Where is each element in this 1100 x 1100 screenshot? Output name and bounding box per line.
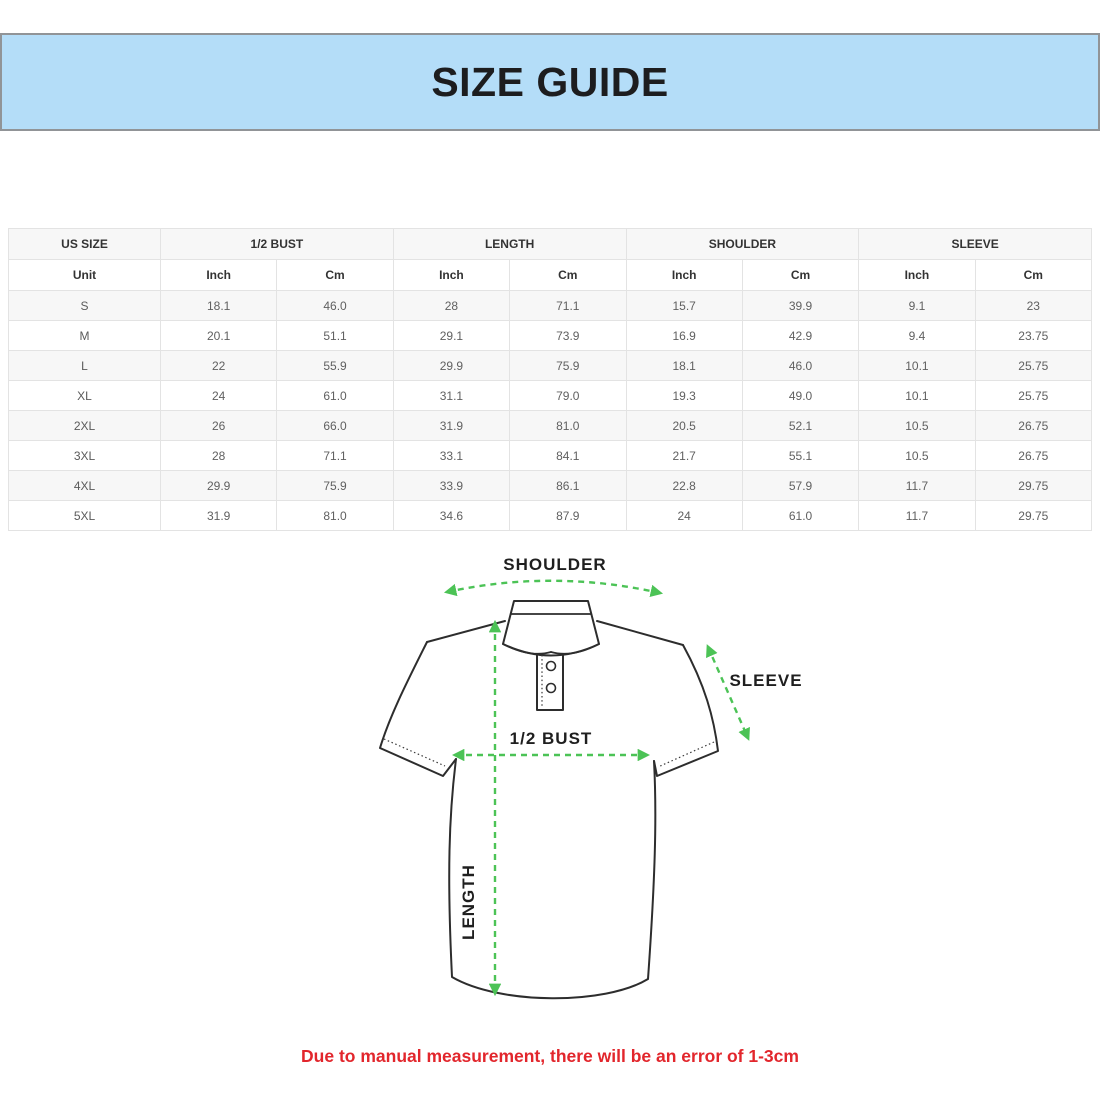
table-cell: 18.1 bbox=[626, 351, 742, 381]
table-cell: 46.0 bbox=[742, 351, 858, 381]
table-cell: 20.1 bbox=[161, 321, 277, 351]
table-cell: 15.7 bbox=[626, 291, 742, 321]
table-cell: 52.1 bbox=[742, 411, 858, 441]
size-cell: XL bbox=[9, 381, 161, 411]
col-header-shoulder: SHOULDER bbox=[626, 229, 859, 260]
table-row-s bbox=[9, 291, 1092, 321]
table-row-xl bbox=[9, 381, 1092, 411]
table-cell: 28 bbox=[393, 291, 509, 321]
unit-cell: Inch bbox=[859, 260, 975, 291]
table-cell: 66.0 bbox=[277, 411, 393, 441]
size-guide-banner bbox=[0, 33, 1100, 131]
table-cell: 28 bbox=[161, 441, 277, 471]
table-cell: 11.7 bbox=[859, 501, 975, 531]
table-cell: 71.1 bbox=[510, 291, 626, 321]
table-cell: 29.9 bbox=[161, 471, 277, 501]
col-header-us-size: US SIZE bbox=[9, 229, 161, 260]
table-cell: 49.0 bbox=[742, 381, 858, 411]
table-cell: 81.0 bbox=[277, 501, 393, 531]
size-cell: L bbox=[9, 351, 161, 381]
table-cell: 31.9 bbox=[161, 501, 277, 531]
table-cell: 46.0 bbox=[277, 291, 393, 321]
size-cell: 2XL bbox=[9, 411, 161, 441]
table-cell: 31.9 bbox=[393, 411, 509, 441]
table-cell: 86.1 bbox=[510, 471, 626, 501]
size-cell: 5XL bbox=[9, 501, 161, 531]
table-cell: 42.9 bbox=[742, 321, 858, 351]
table-cell: 71.1 bbox=[277, 441, 393, 471]
size-cell: M bbox=[9, 321, 161, 351]
table-cell: 34.6 bbox=[393, 501, 509, 531]
table-cell: 24 bbox=[161, 381, 277, 411]
unit-cell: Cm bbox=[742, 260, 858, 291]
table-cell: 22 bbox=[161, 351, 277, 381]
table-cell: 87.9 bbox=[510, 501, 626, 531]
table-cell: 21.7 bbox=[626, 441, 742, 471]
size-cell: 3XL bbox=[9, 441, 161, 471]
size-cell: S bbox=[9, 291, 161, 321]
table-row-l bbox=[9, 351, 1092, 381]
unit-cell: Inch bbox=[161, 260, 277, 291]
table-cell: 25.75 bbox=[975, 381, 1091, 411]
col-header-bust: 1/2 BUST bbox=[161, 229, 394, 260]
size-chart bbox=[8, 228, 1092, 531]
table-cell: 10.5 bbox=[859, 411, 975, 441]
unit-cell: Unit bbox=[9, 260, 161, 291]
table-cell: 79.0 bbox=[510, 381, 626, 411]
shirt-outline bbox=[380, 601, 718, 998]
table-cell: 23.75 bbox=[975, 321, 1091, 351]
table-cell: 19.3 bbox=[626, 381, 742, 411]
table-cell: 9.4 bbox=[859, 321, 975, 351]
table-row-5xl bbox=[9, 501, 1092, 531]
table-cell: 73.9 bbox=[510, 321, 626, 351]
table-cell: 25.75 bbox=[975, 351, 1091, 381]
table-cell: 29.9 bbox=[393, 351, 509, 381]
polo-shirt-measurement-diagram bbox=[370, 545, 840, 1025]
shoulder-measure-arrow bbox=[447, 581, 660, 593]
table-row-4xl bbox=[9, 471, 1092, 501]
table-cell: 26 bbox=[161, 411, 277, 441]
table-cell: 84.1 bbox=[510, 441, 626, 471]
table-cell: 61.0 bbox=[277, 381, 393, 411]
sleeve-label: SLEEVE bbox=[729, 671, 803, 690]
col-header-length: LENGTH bbox=[393, 229, 626, 260]
table-cell: 22.8 bbox=[626, 471, 742, 501]
table-cell: 33.9 bbox=[393, 471, 509, 501]
table-cell: 61.0 bbox=[742, 501, 858, 531]
table-cell: 20.5 bbox=[626, 411, 742, 441]
length-label: LENGTH bbox=[459, 864, 478, 940]
table-cell: 29.75 bbox=[975, 501, 1091, 531]
table-cell: 16.9 bbox=[626, 321, 742, 351]
table-cell: 57.9 bbox=[742, 471, 858, 501]
table-cell: 39.9 bbox=[742, 291, 858, 321]
unit-cell: Cm bbox=[975, 260, 1091, 291]
table-cell: 10.1 bbox=[859, 351, 975, 381]
table-cell: 55.9 bbox=[277, 351, 393, 381]
col-header-sleeve: SLEEVE bbox=[859, 229, 1092, 260]
measurement-disclaimer: Due to manual measurement, there will be an error of 1-3cm bbox=[301, 1046, 799, 1066]
table-cell: 29.1 bbox=[393, 321, 509, 351]
table-cell: 31.1 bbox=[393, 381, 509, 411]
size-table bbox=[8, 228, 1092, 531]
table-cell: 75.9 bbox=[277, 471, 393, 501]
table-group-header-row bbox=[9, 229, 1092, 260]
table-cell: 26.75 bbox=[975, 441, 1091, 471]
table-cell: 33.1 bbox=[393, 441, 509, 471]
unit-cell: Cm bbox=[277, 260, 393, 291]
table-cell: 81.0 bbox=[510, 411, 626, 441]
page-title: SIZE GUIDE bbox=[431, 58, 669, 105]
bust-label: 1/2 BUST bbox=[509, 729, 593, 748]
table-cell: 10.1 bbox=[859, 381, 975, 411]
table-unit-row bbox=[9, 260, 1092, 291]
table-cell: 75.9 bbox=[510, 351, 626, 381]
table-cell: 51.1 bbox=[277, 321, 393, 351]
unit-cell: Inch bbox=[626, 260, 742, 291]
polo-shirt-illustration bbox=[370, 545, 840, 1025]
table-cell: 18.1 bbox=[161, 291, 277, 321]
unit-cell: Inch bbox=[393, 260, 509, 291]
table-cell: 23 bbox=[975, 291, 1091, 321]
shoulder-label: SHOULDER bbox=[503, 555, 607, 574]
table-cell: 11.7 bbox=[859, 471, 975, 501]
size-cell: 4XL bbox=[9, 471, 161, 501]
table-cell: 29.75 bbox=[975, 471, 1091, 501]
table-cell: 55.1 bbox=[742, 441, 858, 471]
table-row-m bbox=[9, 321, 1092, 351]
table-row-3xl bbox=[9, 441, 1092, 471]
table-cell: 10.5 bbox=[859, 441, 975, 471]
table-cell: 9.1 bbox=[859, 291, 975, 321]
table-cell: 26.75 bbox=[975, 411, 1091, 441]
unit-cell: Cm bbox=[510, 260, 626, 291]
table-row-2xl bbox=[9, 411, 1092, 441]
table-cell: 24 bbox=[626, 501, 742, 531]
